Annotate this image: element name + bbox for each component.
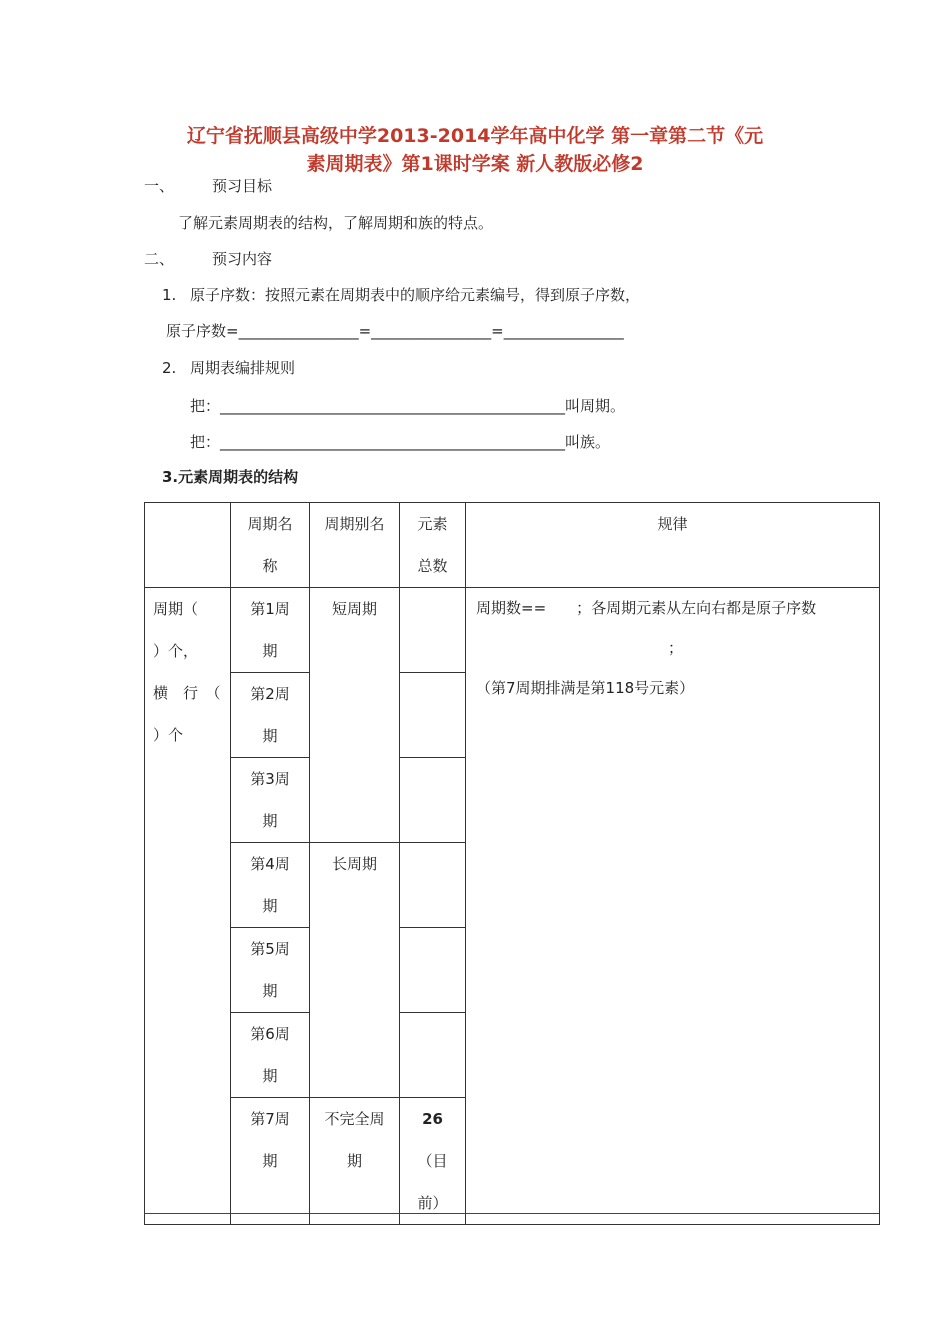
section2-number: 二、 <box>144 250 175 268</box>
header-period-name: 周期名 称 <box>231 503 310 588</box>
section2-heading: 预习内容 <box>212 250 273 268</box>
table-header-row <box>145 503 880 588</box>
item1-text: 原子序数：按照元素在周期表中的顺序给元素编号，得到原子序数， <box>190 286 641 304</box>
alias-incomplete-cell: 不完全周 期 <box>310 1098 400 1225</box>
element-count-3[interactable] <box>400 758 466 843</box>
element-count-5[interactable] <box>400 928 466 1013</box>
period-count-cell: 周期（ ）个， 横 行 （ ）个 <box>145 588 231 1225</box>
element-count-4[interactable] <box>400 843 466 928</box>
period-name-2: 第2周 期 <box>231 673 310 758</box>
header-rule: 规律 <box>466 503 880 588</box>
item3-heading: 3.元素周期表的结构 <box>162 468 299 486</box>
item2-period-line: 把：______________________________________________叫周期。 <box>190 397 626 415</box>
title-line-1: 辽宁省抚顺县高级中学2013-2014学年高中化学 第一章第二节《元 <box>186 125 764 147</box>
item1-number: 1. <box>162 286 177 304</box>
document-title <box>140 122 810 178</box>
alias-long-cell: 长周期 <box>310 843 400 1098</box>
rule-cell: 周期数== ；各周期元素从左向右都是原子序数 ； （第7周期排满是第118号元素） <box>466 588 880 1225</box>
header-element-count: 元素 总数 <box>400 503 466 588</box>
item2-text: 周期表编排规则 <box>190 359 296 377</box>
title-line-2: 素周期表》第1课时学案 新人教版必修2 <box>306 153 644 175</box>
period-name-4: 第4周 期 <box>231 843 310 928</box>
header-period-alias: 周期别名 <box>310 503 400 588</box>
period-name-1: 第1周 期 <box>231 588 310 673</box>
element-count-7: 26 （目 前） <box>400 1098 466 1225</box>
period-name-5: 第5周 期 <box>231 928 310 1013</box>
item2-number: 2. <box>162 359 177 377</box>
section1-number: 一、 <box>144 177 175 195</box>
element-count-6[interactable] <box>400 1013 466 1098</box>
element-count-2[interactable] <box>400 673 466 758</box>
footer-divider <box>144 1213 879 1214</box>
period-name-3: 第3周 期 <box>231 758 310 843</box>
item1-formula: 原子序数=________________=________________=________________ <box>166 322 624 340</box>
element-count-1[interactable] <box>400 588 466 673</box>
header-empty-cell <box>145 503 231 588</box>
period-name-7: 第7周 期 <box>231 1098 310 1225</box>
table-row <box>145 588 880 673</box>
section1-body: 了解元素周期表的结构，了解周期和族的特点。 <box>178 214 494 232</box>
item2-group-line: 把：______________________________________________叫族。 <box>190 433 611 451</box>
period-name-6: 第6周 期 <box>231 1013 310 1098</box>
section1-heading: 预习目标 <box>212 177 273 195</box>
periodic-structure-table <box>144 502 880 1225</box>
alias-short-cell: 短周期 <box>310 588 400 843</box>
